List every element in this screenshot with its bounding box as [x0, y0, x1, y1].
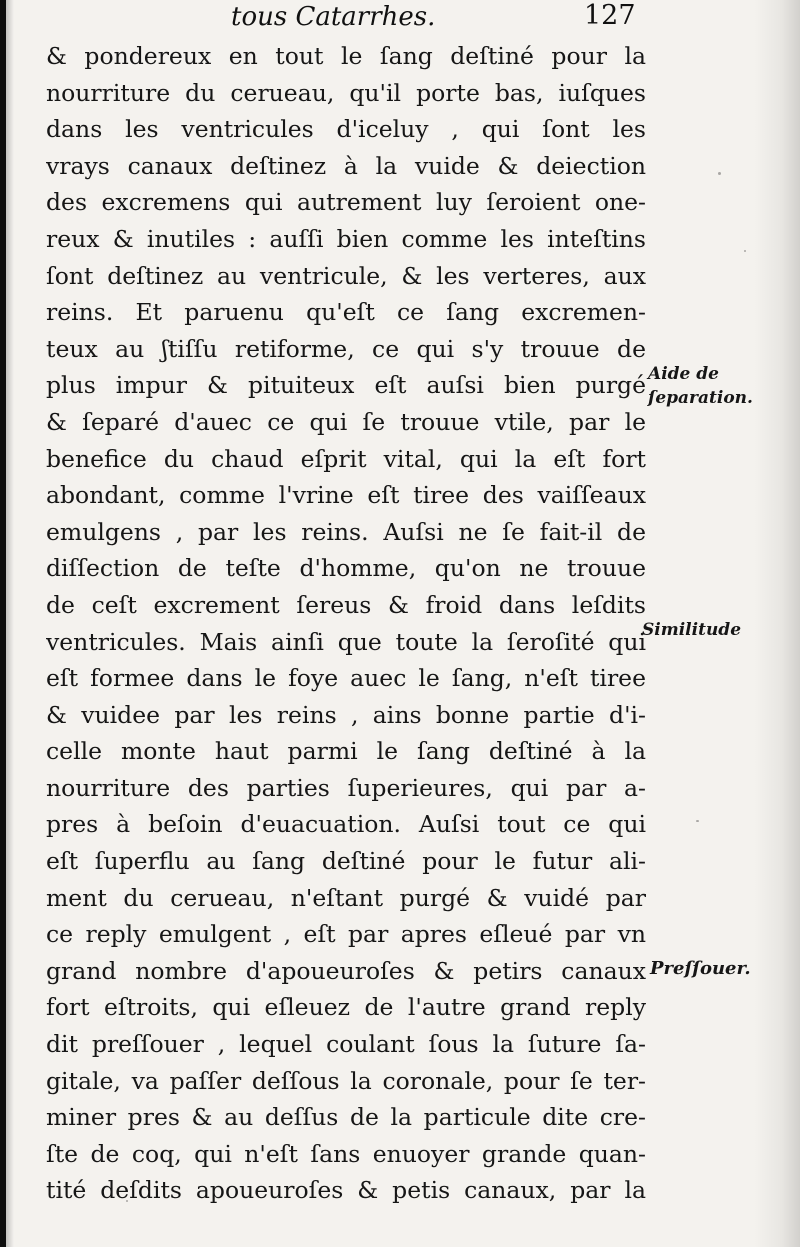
text-line: grand nombre d'apoueuroſes & petirs canaux: [46, 956, 646, 985]
margin-note-similitude: [642, 618, 741, 642]
margin-note-line: ſeparation.: [648, 388, 753, 408]
text-line: ſte de coq, qui n'eſt ſans enuoyer grande quan-: [46, 1139, 646, 1168]
text-line: abondant, comme l'vrine eſt tiree des vaiſſeaux: [46, 481, 646, 510]
paper-speck: [696, 820, 699, 822]
text-line: & pondereux en tout le ſang deſtiné pour la: [46, 42, 646, 70]
text-line: ment du cerueau, n'eſtant purgé & vuidé par: [46, 883, 646, 912]
text-line: de ceſt excrement ſereus & froid dans leſdits: [46, 590, 646, 619]
text-line: vrays canaux deſtinez à la vuide & deiection: [46, 151, 646, 180]
text-line: ventricules. Mais ainſi que toute la ſeroſité qui: [46, 627, 646, 656]
text-line: eſt formee dans le foye auec le ſang, n'eſt tiree: [46, 664, 646, 693]
margin-note-pressouer: [650, 957, 751, 981]
page-number: 127: [584, 0, 636, 31]
text-line: eſt ſuperflu au ſang deſtiné pour le futur ali-: [46, 847, 646, 876]
paper-speck: [718, 172, 721, 175]
text-line: ce reply emulgent , eſt par apres eſleué par vn: [46, 920, 646, 949]
text-line: dans les ventricules d'iceluy , qui ſont les: [46, 115, 646, 144]
text-line: miner pres & au deſſus de la particule dite cre-: [46, 1103, 646, 1132]
running-title: tous Catarrhes.: [231, 2, 436, 32]
text-line: nourriture du cerueau, qu'il porte bas, iuſques: [46, 78, 646, 107]
text-line: gitale, va paſſer deſſous la coronale, pour ſe ter-: [46, 1066, 646, 1095]
text-line: plus impur & pituiteux eſt auſsi bien purgé: [46, 371, 646, 400]
text-line: des excremens qui autrement luy ſeroient one-: [46, 188, 646, 217]
text-line: dit preſſouer , lequel coulant ſous la ſuture ſa-: [46, 1030, 646, 1059]
margin-note-aide-de-separation: [648, 362, 753, 410]
text-line: diſſection de teſte d'homme, qu'on ne trouue: [46, 554, 646, 583]
margin-note-line: Preſſouer.: [650, 958, 751, 979]
text-line: fort eſtroits, qui eſleuez de l'autre grand reply: [46, 993, 646, 1022]
text-line: nourriture des parties ſuperieures, qui par a-: [46, 773, 646, 802]
paper-speck: [126, 1200, 128, 1202]
paper-speck: [744, 250, 746, 252]
text-line: reux & inutiles : auſſi bien comme les inteſtins: [46, 224, 646, 253]
text-line: tité deſdits apoueuroſes & petis canaux, par la: [46, 1176, 646, 1205]
text-line: emulgens , par les reins. Auſsi ne ſe fait-il de: [46, 517, 646, 546]
text-line: ſont deſtinez au ventricule, & les verteres, aux: [46, 261, 646, 290]
text-line: pres à beſoin d'euacuation. Auſsi tout ce qui: [46, 810, 646, 839]
margin-note-line: Similitude: [642, 620, 742, 640]
text-line: celle monte haut parmi le ſang deſtiné à la: [46, 737, 646, 766]
page-edge-shadow: [754, 0, 800, 1247]
text-line: reins. Et paruenu qu'eſt ce ſang excremen-: [46, 298, 646, 327]
text-line: benefice du chaud eſprit vital, qui la eſt fort: [46, 444, 646, 473]
text-line: & ſeparé d'auec ce qui ſe trouue vtile, par le: [46, 407, 646, 436]
book-page: [6, 0, 800, 1247]
text-line: teux au ʃtiſſu retiforme, ce qui s'y trouue de: [46, 334, 646, 363]
body-text: [46, 38, 646, 1209]
margin-note-line: Aide de: [648, 364, 719, 384]
page-gutter-shadow: [6, 0, 14, 1247]
text-line: & vuidee par les reins , ains bonne partie d'i-: [46, 700, 646, 729]
